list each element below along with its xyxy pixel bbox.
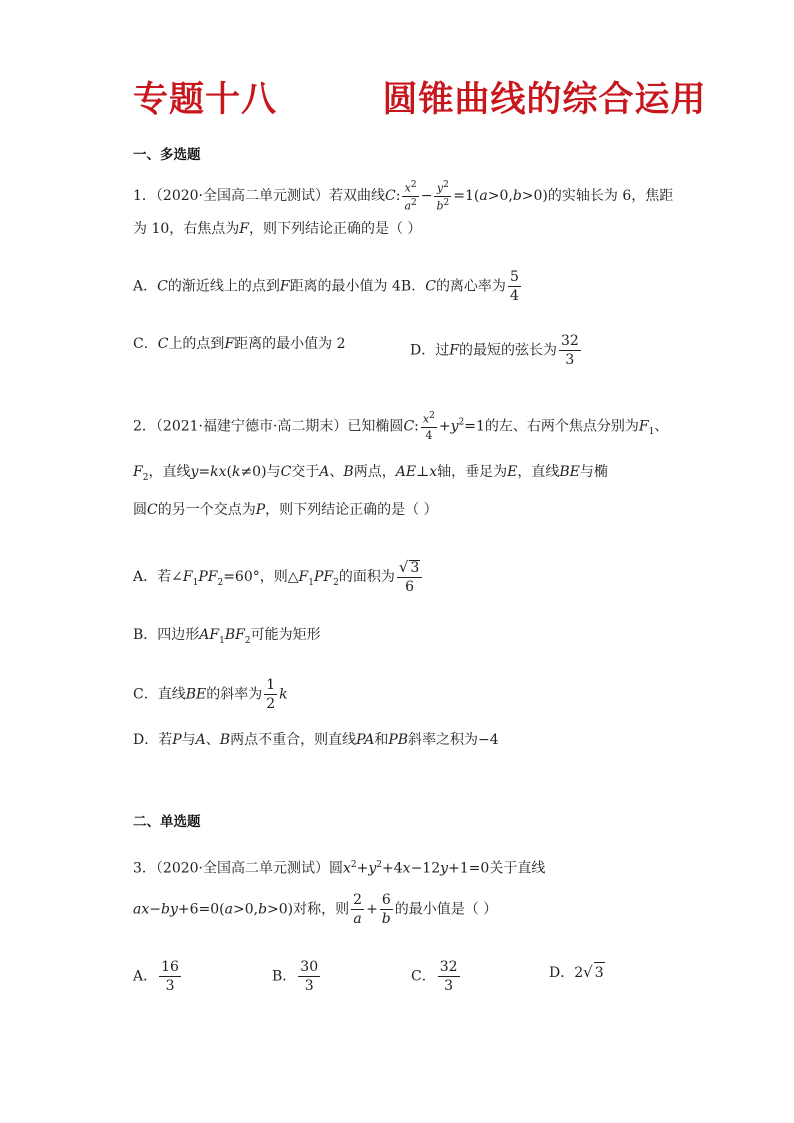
q3-option-d-value: 2 bbox=[574, 965, 584, 981]
question-3-stem: 3．（2020·全国高二单元测试）圆$x^2+y^2+4x-12y+1=0$关于直线 bbox=[133, 860, 546, 877]
q3-option-b-label: B． bbox=[272, 968, 297, 985]
question-2-stem: 2．（2021·福建宁德市·高二期末）已知椭圆C: $\frac{x^2}{4}$ $+y^2=1$的左、右两个焦点分别为$F_1$、 bbox=[133, 411, 669, 442]
q1-suffix: 的实轴长为 6，焦距 bbox=[547, 188, 674, 205]
q2-l2g: ，直线 bbox=[517, 464, 560, 480]
q3-option-d-radicand: 3 bbox=[594, 962, 605, 983]
q3-prefix: 3．（2020·全国高二单元测试）圆 bbox=[133, 860, 343, 877]
q2-option-d-value: −4 bbox=[478, 732, 499, 748]
q3-option-c bbox=[411, 960, 462, 993]
q2-l2a: ，直线 bbox=[148, 464, 191, 480]
q1-frac-32-3: $\frac{32}{3}$ bbox=[560, 333, 579, 368]
q1-frac-x2a2: $\frac{x^2}{a^2}$ bbox=[404, 180, 417, 213]
q1-option-a-label: A． bbox=[133, 278, 158, 295]
q2-option-b-text: B．四边形 bbox=[133, 627, 200, 643]
q3-frac-6-b: $\frac{6}{b}$ bbox=[381, 892, 391, 927]
q2-option-d-label: D．若 bbox=[133, 732, 173, 748]
q2-l3a: 圆 bbox=[133, 502, 147, 518]
q1-options-ab: A．C的渐近线上的点到F距离的最小值为 4B．C的离心率为 $\frac{5}{4}$ bbox=[133, 269, 519, 304]
q1-option-c-text: 上的点到 bbox=[168, 336, 225, 352]
q1-prefix: 1．（2020·全国高二单元测试）若双曲线 bbox=[133, 188, 385, 205]
q3-suffix: 关于直线 bbox=[489, 860, 546, 877]
q2-option-a: A．若$\angle F_1PF_2=60^\circ$，则$\triangle F_1PF_2$的面积为 $\frac{√ 3}{6}$ bbox=[133, 560, 424, 594]
q3-option-c-label: C． bbox=[411, 968, 436, 985]
q2-option-b-end: 可能为矩形 bbox=[250, 627, 321, 643]
q2-frac-sqrt3-6: $\frac{√ 3}{6}$ bbox=[397, 560, 422, 594]
q1-line2b: ，则下列结论正确的是（ ） bbox=[248, 221, 422, 237]
question-2-stem-line3: 圆C的另一个交点为P，则下列结论正确的是（ ） bbox=[133, 502, 438, 518]
q2-option-d: D．若P与A、B两点不重合，则直线PA和PB斜率之积为−4 bbox=[133, 732, 499, 748]
q3-l2b: 对称，则 bbox=[293, 901, 350, 918]
q1-option-d-text: 的最短的弦长为 bbox=[458, 342, 557, 359]
q3-option-a bbox=[133, 960, 183, 993]
q2-option-a-mid: ，则 bbox=[259, 569, 288, 585]
q2-option-a-label: A．若 bbox=[133, 569, 172, 585]
q2-option-d-t1: 与 bbox=[181, 732, 196, 748]
q2-l2f: 轴，垂足为 bbox=[437, 464, 508, 480]
question-1-stem: 1．（2020·全国高二单元测试）若双曲线C: $\frac{x^2}{a^2}$ − $\frac{y^2}{b^2}$ =1(a>0,b>0)的实轴长为 6，焦距 bbox=[133, 180, 674, 213]
q1-option-c-text2: 距离的最小值为 2 bbox=[234, 336, 346, 352]
q1-frac-5-4: $\frac{5}{4}$ bbox=[509, 269, 519, 304]
q1-c: C bbox=[385, 188, 396, 205]
sqrt-symbol-icon: √ bbox=[583, 963, 593, 981]
section-heading-single-choice: 二、单选题 bbox=[133, 814, 201, 830]
q1-option-d-label: D．过 bbox=[410, 342, 450, 359]
q2-suffix: 的左、右两个焦点分别为 bbox=[484, 418, 639, 435]
q2-l3c: ，则下列结论正确的是（ ） bbox=[265, 502, 438, 518]
question-1-stem-line2: 为 10，右焦点为F，则下列结论正确的是（ ） bbox=[133, 221, 422, 237]
q3-frac-32-3: $\frac{32}{3}$ bbox=[439, 959, 458, 994]
q2-option-a-end: 的面积为 bbox=[338, 569, 395, 585]
q1-option-d: D．过F的最短的弦长为 $\frac{32}{3}$ bbox=[410, 333, 579, 368]
q3-frac-30-3: $\frac{30}{3}$ bbox=[300, 959, 319, 994]
q2-option-d-t4: 和 bbox=[374, 732, 389, 748]
q2-frac-1-2: $\frac{1}{2}$ bbox=[266, 677, 276, 712]
q2-option-c-end: 的斜率为 bbox=[206, 686, 263, 703]
q2-option-b: B．四边形$AF_1BF_2$可能为矩形 bbox=[133, 627, 321, 646]
q3-option-b bbox=[272, 960, 322, 993]
q3-l2c: 的最小值是（ ） bbox=[394, 901, 498, 918]
page-title: 专题十八 圆锥曲线的综合运用 bbox=[133, 80, 707, 120]
q2-l2e: 两点， bbox=[353, 464, 396, 480]
q1-frac-y2b2: $\frac{y^2}{b^2}$ bbox=[436, 180, 450, 213]
q1-option-c-label: C． bbox=[133, 336, 158, 352]
q1-option-a-text2: 距离的最小值为 4B． bbox=[289, 278, 426, 295]
q1-line2: 为 10，右焦点为 bbox=[133, 221, 240, 237]
q3-frac-2-a: $\frac{2}{a}$ bbox=[353, 892, 363, 927]
q2-option-c: C．直线BE的斜率为 $\frac{1}{2}$ k bbox=[133, 677, 288, 712]
q3-frac-16-3: $\frac{16}{3}$ bbox=[161, 959, 179, 994]
q1-option-a-text: 的渐近线上的点到 bbox=[167, 278, 280, 295]
q2-l3b: 的另一个交点为 bbox=[157, 502, 256, 518]
q2-option-d-t5: 斜率之积为 bbox=[408, 732, 479, 748]
section-heading-multiple-choice: 一、多选题 bbox=[133, 147, 201, 163]
q2-option-d-t2: 、 bbox=[205, 732, 220, 748]
q2-option-d-t3: 两点不重合，则直线 bbox=[230, 732, 357, 748]
q3-option-d bbox=[549, 962, 605, 983]
question-3-stem-line2: ax−by+6=0(a>0,b>0)对称，则 $\frac{2}{a}$ + $\frac{6}{b}$ 的最小值是（ ） bbox=[133, 892, 498, 927]
q2-option-c-text: C．直线 bbox=[133, 686, 186, 703]
question-2-stem-line2: $F_2$，直线y=kx(k≠0)与C交于A、B两点，AE⊥x轴，垂足为E，直线BE与椭 bbox=[133, 464, 608, 483]
q2-l2d: 、 bbox=[329, 464, 344, 480]
q3-option-a-label: A． bbox=[133, 968, 158, 985]
q2-l2c: 交于 bbox=[291, 464, 320, 480]
q2-prefix: 2．（2021·福建宁德市·高二期末）已知椭圆 bbox=[133, 418, 404, 435]
q1-option-c: C．C上的点到F距离的最小值为 2 bbox=[133, 336, 346, 352]
q2-l2h: 与椭 bbox=[579, 464, 608, 480]
q3-option-d-label: D． bbox=[549, 965, 575, 981]
q2-frac-x2-4: $\frac{x^2}{4}$ bbox=[422, 411, 435, 442]
q2-l2b: 与 bbox=[266, 464, 281, 480]
q1-option-b-text: 的离心率为 bbox=[435, 278, 506, 295]
